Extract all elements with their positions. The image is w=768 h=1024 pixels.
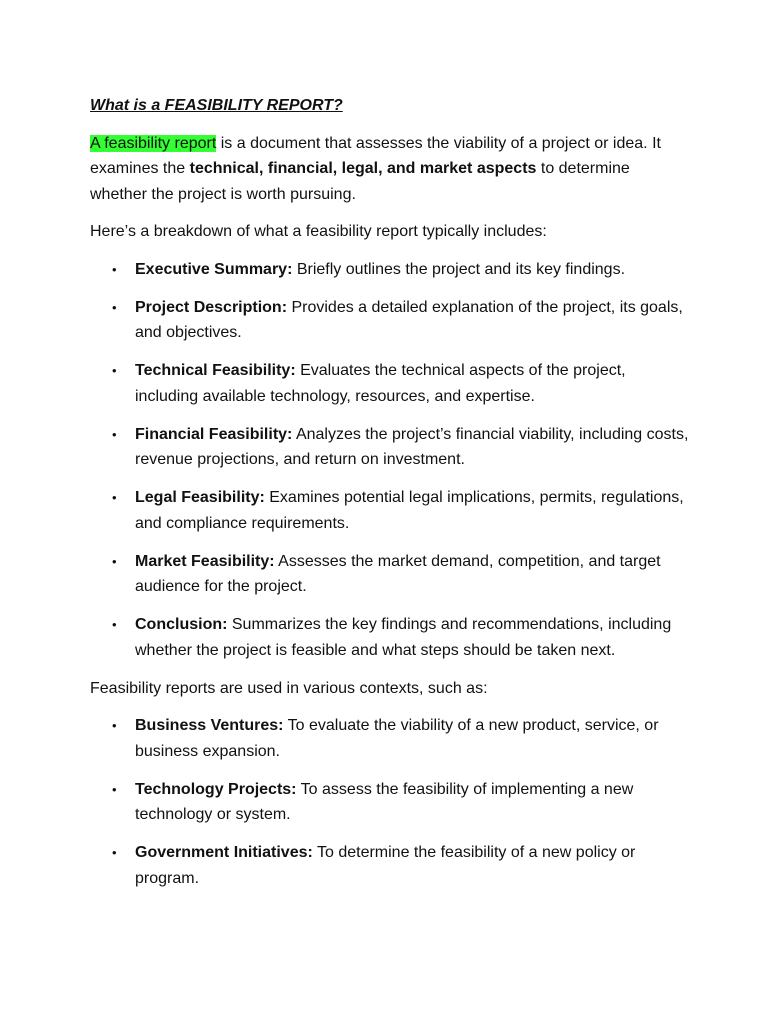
list-item [90, 485, 690, 536]
intro-text-1: is a document that assesses the viability of a project or idea. It examines the [90, 134, 661, 177]
item-term: Project Description: [135, 298, 288, 316]
item-desc: To determine the feasibility of a new policy or program. [135, 844, 636, 887]
list-item [90, 713, 690, 764]
item-term: Technical Feasibility: [135, 362, 296, 379]
list-item [90, 257, 690, 283]
item-term: Financial Feasibility: [135, 425, 293, 443]
item-desc: To evaluate the viability of a new product, service, or business expansion. [135, 717, 659, 760]
item-term: Conclusion: [135, 616, 228, 633]
list-item [90, 612, 690, 663]
item-desc: Evaluates the technical aspects of the project, including available technology, resources, and expertise. [135, 362, 626, 405]
item-desc: Provides a detailed explanation of the project, its goals, and objectives. [135, 298, 683, 341]
highlighted-term: A feasibility report [90, 134, 217, 152]
bullet-icon: • [112, 261, 117, 277]
item-term: Technology Projects: [135, 780, 297, 798]
item-term: Executive Summary: [135, 260, 293, 278]
bullet-icon: • [112, 363, 117, 378]
item-desc: Briefly outlines the project and its key findings. [292, 260, 626, 278]
document-title: What is a FEASIBILITY REPORT? [90, 97, 343, 114]
bullet-icon: • [112, 845, 117, 860]
contexts-intro: Feasibility reports are used in various contexts, such as: [90, 679, 488, 697]
components-list [90, 257, 690, 664]
item-desc: To assess the feasibility of implementing a new technology or system. [135, 780, 634, 823]
list-item [90, 840, 690, 891]
intro-text-2: to determine whether the project is worth pursuing. [90, 160, 630, 203]
item-term: Legal Feasibility: [135, 489, 265, 506]
intro-paragraph [90, 131, 690, 208]
item-desc: Summarizes the key findings and recommendations, including whether the project is feasible and what steps should be taken next. [135, 616, 672, 659]
list-item [90, 777, 690, 828]
document-page [90, 93, 690, 904]
bullet-icon: • [112, 781, 117, 797]
item-term: Business Ventures: [135, 717, 284, 734]
bullet-icon: • [112, 718, 117, 733]
list-item [90, 295, 690, 346]
item-term: Government Initiatives: [135, 844, 313, 861]
bullet-icon: • [112, 426, 117, 442]
item-desc: Assesses the market demand, competition, and target audience for the project. [135, 552, 661, 595]
bullet-icon: • [112, 553, 117, 569]
bullet-icon: • [112, 617, 117, 632]
list-item [90, 549, 690, 600]
intro-bold-aspects: technical, financial, legal, and market aspects [189, 160, 537, 177]
breakdown-intro: Here’s a breakdown of what a feasibility report typically includes: [90, 223, 547, 240]
bullet-icon: • [112, 490, 117, 505]
contexts-list [90, 713, 690, 891]
item-desc: Analyzes the project’s financial viability, including costs, revenue projections, and return on investment. [135, 425, 689, 468]
list-item [90, 422, 690, 473]
item-desc: Examines potential legal implications, permits, regulations, and compliance requirements. [135, 489, 684, 532]
list-item [90, 358, 690, 409]
item-term: Market Feasibility: [135, 552, 275, 570]
bullet-icon: • [112, 299, 117, 315]
